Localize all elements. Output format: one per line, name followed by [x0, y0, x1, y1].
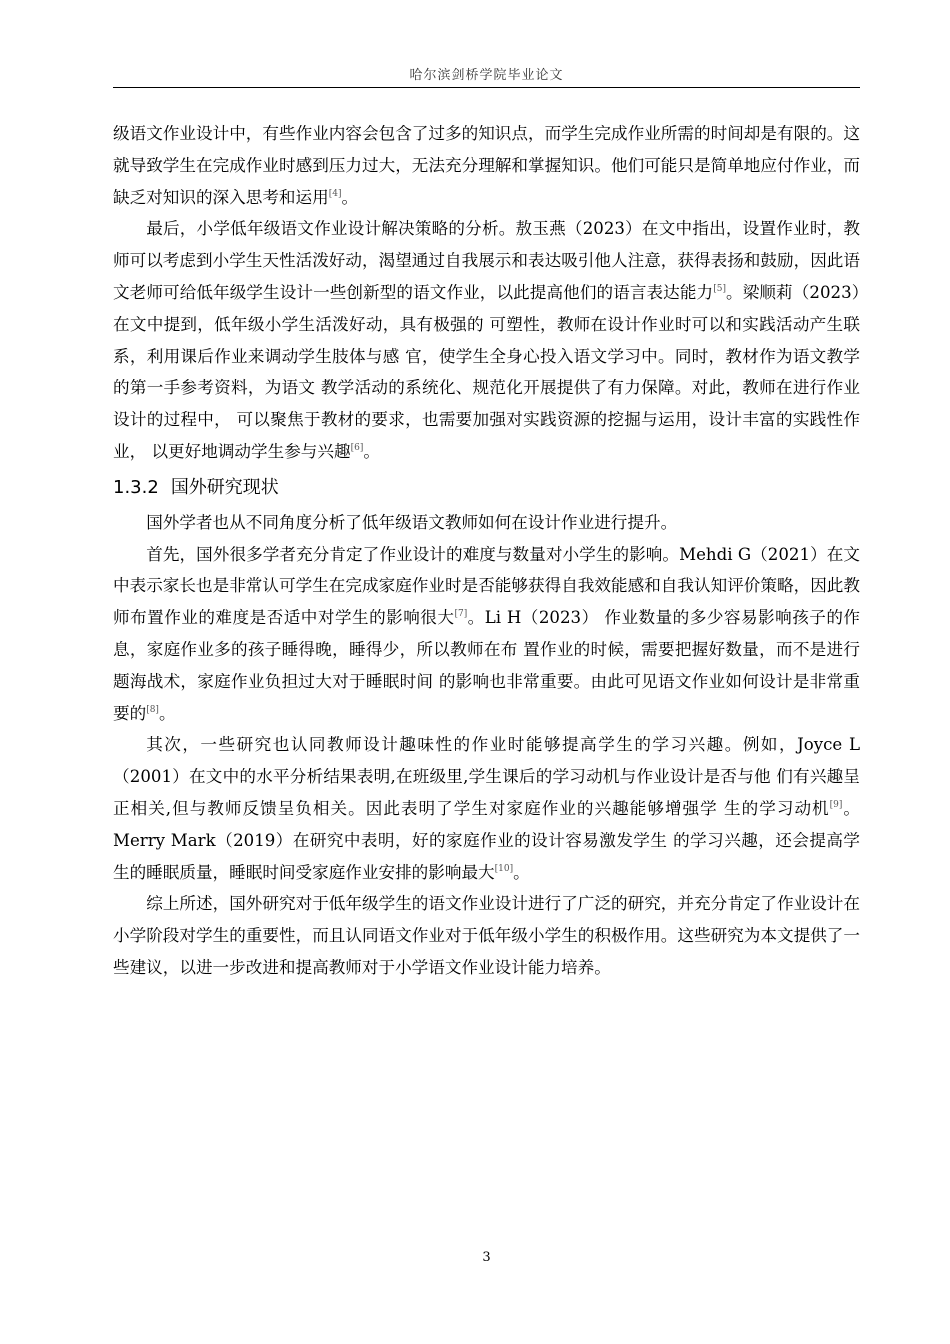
- paragraph-4: [113, 539, 860, 730]
- paragraph-3-text: 国外学者也从不同角度分析了低年级语文教师如何在设计作业进行提升。: [146, 512, 678, 532]
- citation-9: [9]: [829, 799, 843, 810]
- paragraph-2: [113, 213, 860, 467]
- paragraph-1: [113, 118, 860, 213]
- citation-6: [6]: [350, 442, 364, 453]
- paragraph-5: [113, 729, 860, 888]
- header-divider: [113, 87, 860, 88]
- paragraph-6: [113, 888, 860, 983]
- paragraph-5-text-c: 。: [513, 862, 530, 882]
- main-text: [113, 118, 860, 984]
- paragraph-2-text-b: 。梁顺莉（2023）在文中提到，低年级小学生活泼好动，具有极强的 可塑性，教师在设计作业时可以和实践活动产生联系，利用课后作业来调动学生肢体与感 官，使学生全身心投入语文学习中。同时，教材作为语文教学的第一手参考资料，为语文 教学活动的系统化、规范化开展提供了有力保障。对此，教师在进行作业设计的过程中， 可以聚焦于教材的要求，也需要加强对实践资源的挖掘与运用，设计丰富的实践性作业， 以更好地调动学生参与兴趣: [113, 282, 860, 461]
- paragraph-5-text-a: 其次，一些研究也认同教师设计趣味性的作业时能够提高学生的学习兴趣。例如，Joyce L（2001）在文中的水平分析结果表明,在班级里,学生课后的学习动机与作业设计是否与他 们有兴趣呈正相关,但与教师反馈呈负相关。因此表明了学生对家庭作业的兴趣能够增强学 生的学习动机: [113, 735, 860, 818]
- paragraph-4-text-b: 。Li H（2023） 作业数量的多少容易影响孩子的作息，家庭作业多的孩子睡得晚，睡得少，所以教师在布 置作业的时候，需要把握好数量，而不是进行题海战术，家庭作业负担过大对于睡眠时间 的影响也非常重要。由此可见语文作业如何设计是非常重要的: [113, 608, 860, 723]
- paragraph-1-text: 级语文作业设计中，有些作业内容会包含了过多的知识点，而学生完成作业所需的时间却是有限的。这就导致学生在完成作业时感到压力过大，无法充分理解和掌握知识。他们可能只是简单地应付作业，而缺乏对知识的深入思考和运用: [113, 124, 860, 207]
- paragraph-3: [113, 507, 860, 539]
- paragraph-2-text-c: 。: [363, 441, 380, 461]
- citation-7: [7]: [454, 609, 468, 620]
- citation-4: [4]: [328, 188, 342, 199]
- section-heading: [113, 472, 860, 504]
- paragraph-6-text: 综上所述，国外研究对于低年级学生的语文作业设计进行了广泛的研究，并充分肯定了作业设计在小学阶段对学生的重要性，而且认同语文作业对于低年级小学生的积极作用。这些研究为本文提供了一些建议，以进一步改进和提高教师对于小学语文作业设计能力培养。: [113, 894, 860, 977]
- paragraph-5-text-b: 。Merry Mark（2019）在研究中表明，好的家庭作业的设计容易激发学生 的学习兴趣，还会提高学生的睡眠质量，睡眠时间受家庭作业安排的影响最大: [113, 798, 861, 882]
- section-number: 1.3.2: [113, 476, 159, 498]
- citation-10: [10]: [494, 863, 514, 874]
- citation-5: [5]: [713, 283, 726, 294]
- paragraph-1-tail: 。: [341, 187, 359, 207]
- page-header: 哈尔滨剑桥学院毕业论文: [409, 68, 564, 83]
- section-title: 国外研究现状: [170, 476, 279, 498]
- page-number: 3: [482, 1250, 491, 1265]
- paragraph-2-text-a: 最后，小学低年级语文作业设计解决策略的分析。敖玉燕（2023）在文中指出，设置作业时，教师可以考虑到小学生天性活泼好动，渴望通过自我展示和表达吸引他人注意，获得表扬和鼓励，因此语文老师可给低年级学生设计一些创新型的语文作业，以此提高他们的语言表达能力: [113, 219, 860, 302]
- paragraph-4-text-c: 。: [158, 703, 176, 723]
- citation-8: [8]: [146, 704, 159, 715]
- paragraph-4-text-a: 首先，国外很多学者充分肯定了作业设计的难度与数量对小学生的影响。Mehdi G（2021）在文中表示家长也是非常认可学生在完成家庭作业时是否能够获得自我效能感和自我认知评价策略，因此教师布置作业的难度是否适中对学生的影响很大: [113, 544, 860, 628]
